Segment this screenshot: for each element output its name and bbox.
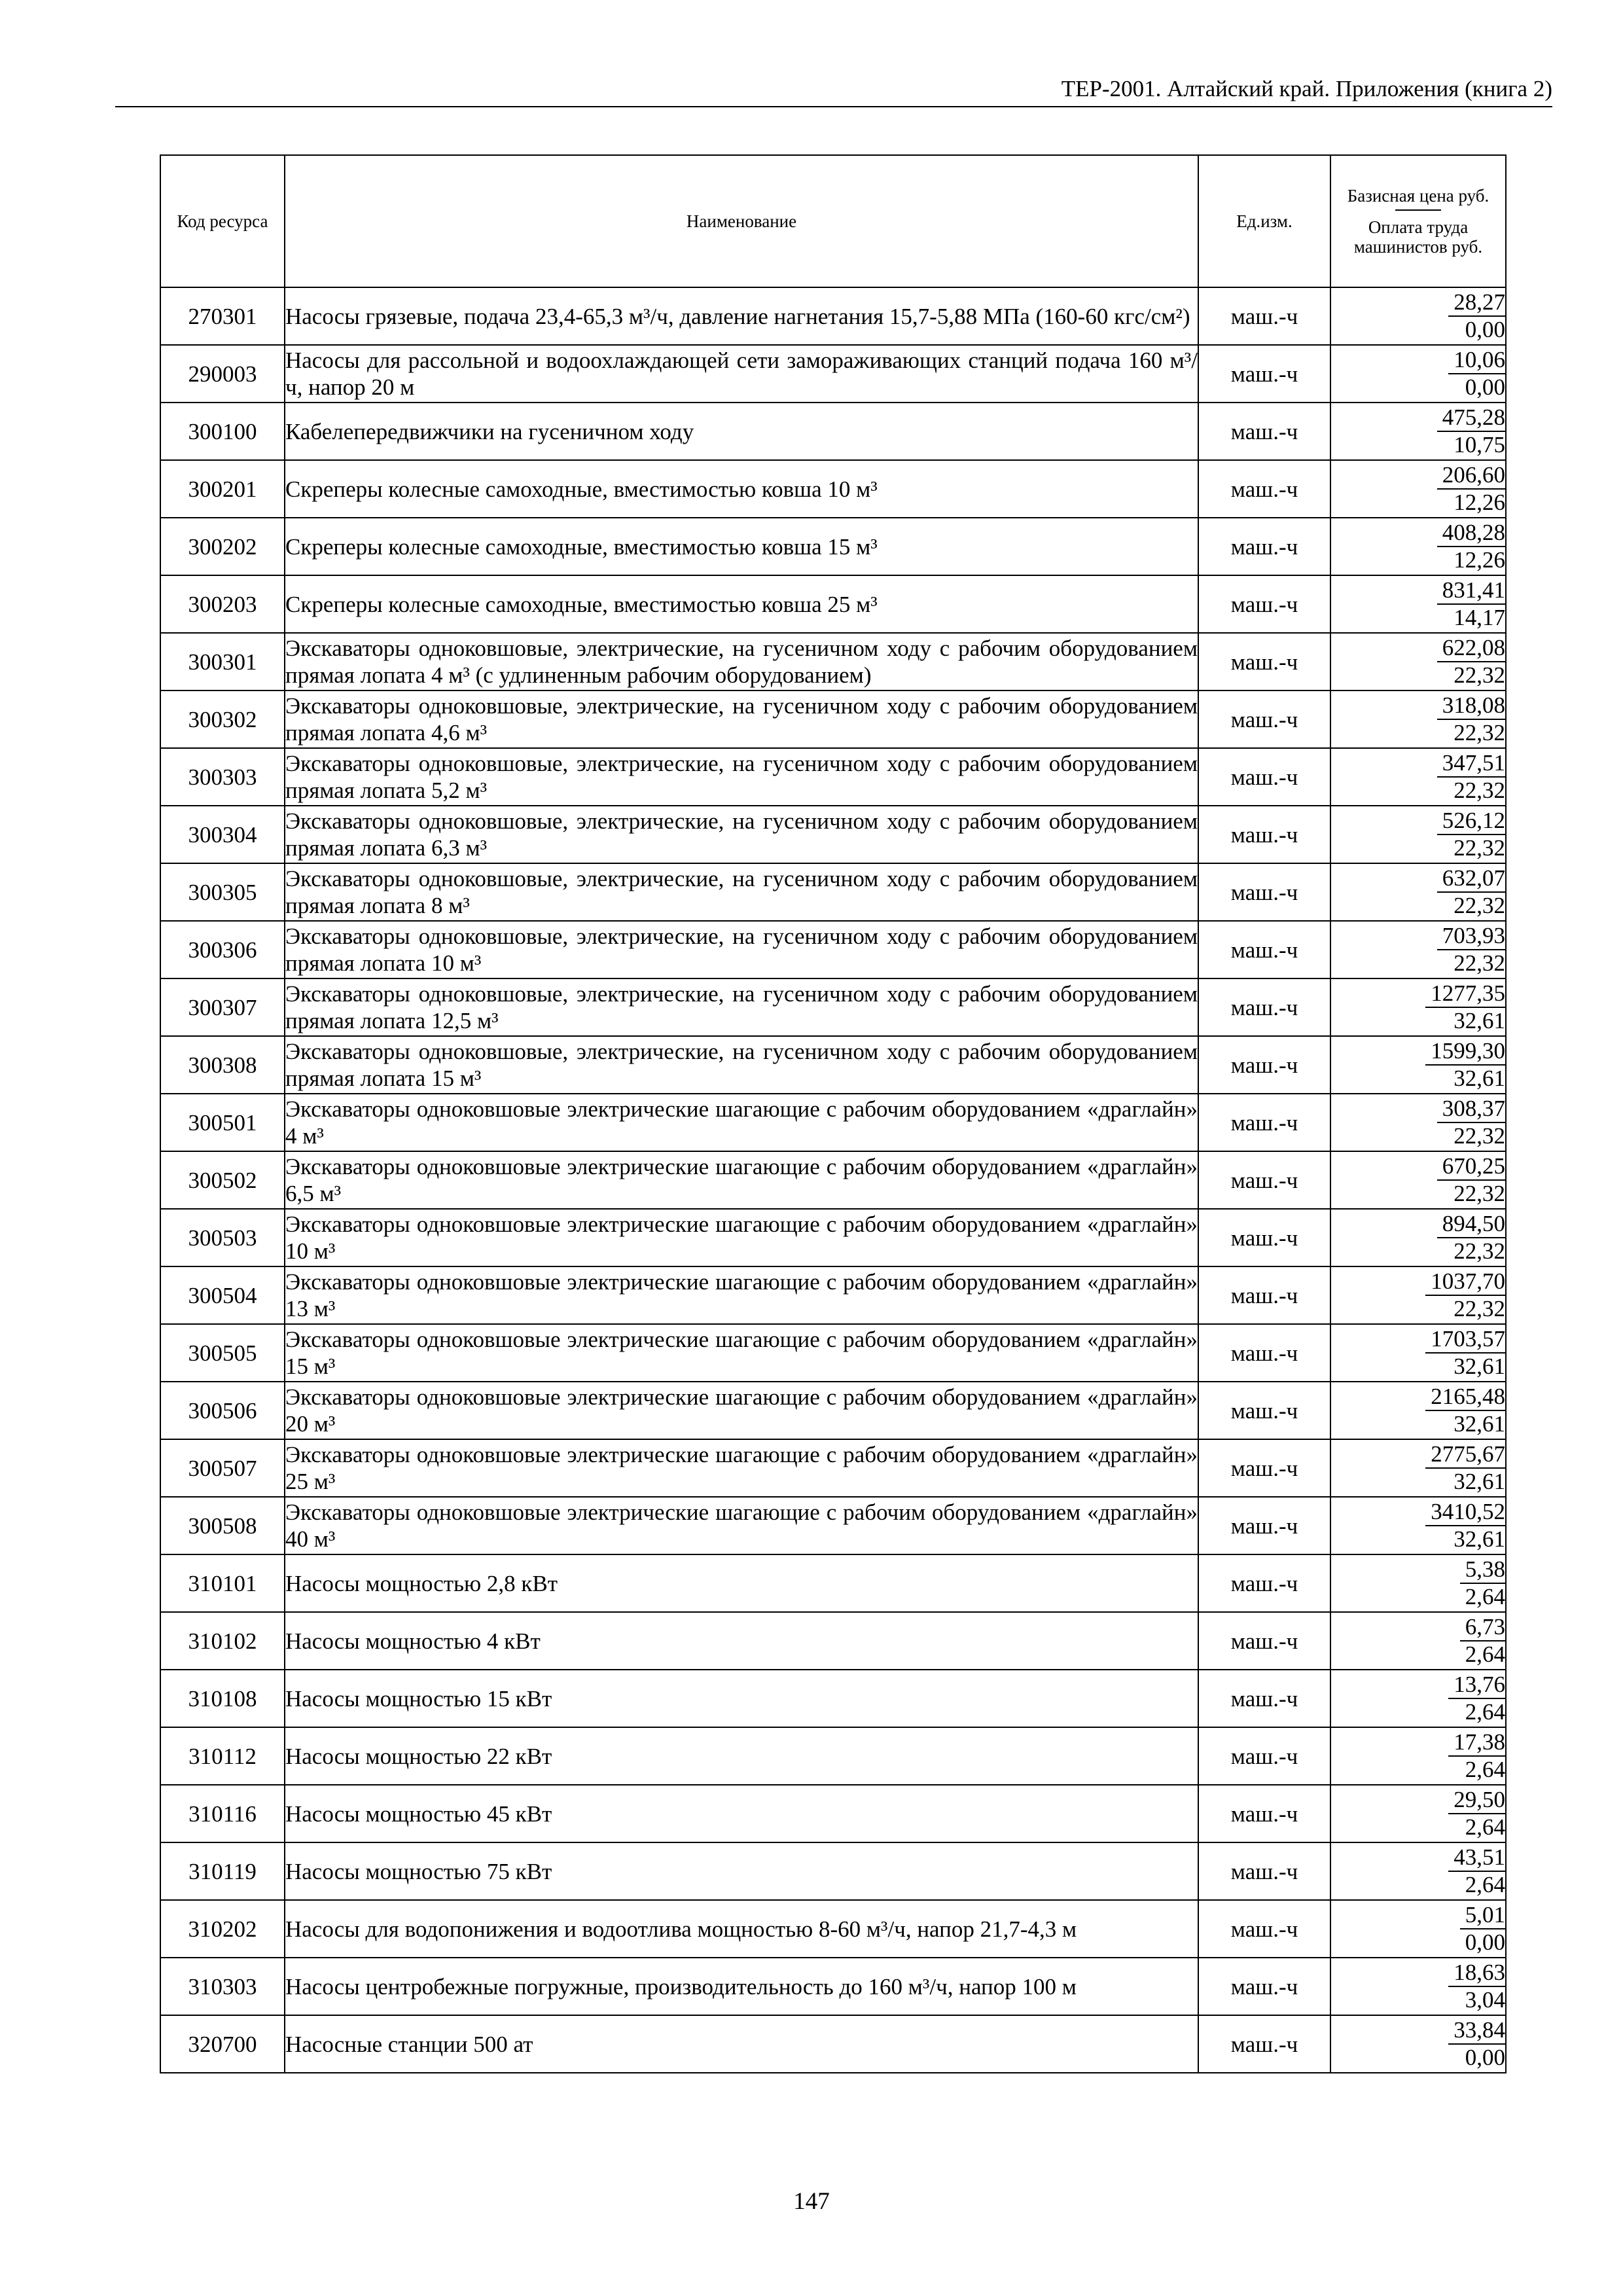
base-price: 703,93	[1437, 923, 1505, 950]
resource-table	[160, 154, 1507, 2073]
base-price: 2775,67	[1425, 1441, 1505, 1469]
table-row	[160, 1036, 1506, 1094]
resource-unit: маш.-ч	[1198, 1439, 1330, 1497]
table-row	[160, 1900, 1506, 1958]
resource-name: Экскаваторы одноковшовые электрические шагающие с рабочим оборудованием «драглайн» 40 м³	[285, 1497, 1198, 1554]
table-row	[160, 287, 1506, 345]
base-price: 894,50	[1437, 1211, 1505, 1238]
resource-unit: маш.-ч	[1198, 1727, 1330, 1785]
base-price: 408,28	[1437, 520, 1505, 547]
operator-pay: 2,64	[1465, 1641, 1505, 1667]
base-price: 1277,35	[1425, 980, 1505, 1008]
operator-pay: 32,61	[1454, 1354, 1505, 1379]
resource-code: 300501	[160, 1094, 285, 1151]
resource-unit: маш.-ч	[1198, 1554, 1330, 1612]
table-row	[160, 1497, 1506, 1554]
resource-price	[1330, 1958, 1506, 2015]
resource-code: 300100	[160, 403, 285, 460]
resource-code: 300505	[160, 1324, 285, 1382]
resource-price	[1330, 863, 1506, 921]
table-row	[160, 518, 1506, 575]
base-price: 1703,57	[1425, 1326, 1505, 1354]
operator-pay: 2,64	[1465, 1757, 1505, 1782]
resource-name: Насосы для рассольной и водоохлаждающей сети замораживающих станций подача 160 м³/ч, напор 20 м	[285, 345, 1198, 403]
resource-code: 310108	[160, 1670, 285, 1727]
resource-unit: маш.-ч	[1198, 1497, 1330, 1554]
resource-unit: маш.-ч	[1198, 748, 1330, 806]
base-price: 5,01	[1460, 1902, 1505, 1929]
operator-pay: 32,61	[1454, 1411, 1505, 1437]
resource-name: Экскаваторы одноковшовые, электрические, на гусеничном ходу с рабочим оборудованием прямая лопата 15 м³	[285, 1036, 1198, 1094]
resource-name: Экскаваторы одноковшовые, электрические, на гусеничном ходу с рабочим оборудованием прямая лопата 4,6 м³	[285, 691, 1198, 748]
resource-name: Экскаваторы одноковшовые, электрические, на гусеничном ходу с рабочим оборудованием прямая лопата 12,5 м³	[285, 978, 1198, 1036]
col-header-unit: Ед.изм.	[1198, 155, 1330, 287]
resource-code: 310102	[160, 1612, 285, 1670]
operator-pay: 10,75	[1454, 432, 1505, 457]
operator-pay: 22,32	[1454, 1123, 1505, 1149]
table-row	[160, 1785, 1506, 1842]
resource-code: 300203	[160, 575, 285, 633]
base-price: 5,38	[1460, 1556, 1505, 1584]
operator-pay: 22,32	[1454, 662, 1505, 688]
resource-price	[1330, 287, 1506, 345]
resource-unit: маш.-ч	[1198, 1900, 1330, 1958]
operator-pay: 2,64	[1465, 1584, 1505, 1609]
col-header-price	[1330, 155, 1506, 287]
resource-code: 300201	[160, 460, 285, 518]
resource-code: 310303	[160, 1958, 285, 2015]
resource-code: 300303	[160, 748, 285, 806]
operator-pay: 2,64	[1465, 1699, 1505, 1725]
resource-name: Насосы мощностью 15 кВт	[285, 1670, 1198, 1727]
base-price: 28,27	[1448, 289, 1505, 317]
table-row	[160, 1842, 1506, 1900]
operator-pay: 0,00	[1465, 1929, 1505, 1955]
resource-price	[1330, 518, 1506, 575]
resource-price	[1330, 460, 1506, 518]
resource-price	[1330, 691, 1506, 748]
resource-price	[1330, 1151, 1506, 1209]
table-row	[160, 1382, 1506, 1439]
base-price: 831,41	[1437, 577, 1505, 605]
base-price: 475,28	[1437, 404, 1505, 432]
table-row	[160, 1958, 1506, 2015]
table-row	[160, 1439, 1506, 1497]
table-row	[160, 921, 1506, 978]
resource-unit: маш.-ч	[1198, 633, 1330, 691]
header-title: ТЕР-2001. Алтайский край. Приложения (книга 2)	[1061, 76, 1552, 101]
base-price: 10,06	[1448, 347, 1505, 374]
resource-code: 300305	[160, 863, 285, 921]
base-price: 526,12	[1437, 808, 1505, 835]
base-price: 29,50	[1448, 1787, 1505, 1814]
operator-pay: 0,00	[1465, 2045, 1505, 2070]
resource-name: Скреперы колесные самоходные, вместимостью ковша 25 м³	[285, 575, 1198, 633]
resource-code: 310202	[160, 1900, 285, 1958]
operator-pay: 22,32	[1454, 1296, 1505, 1321]
resource-unit: маш.-ч	[1198, 1842, 1330, 1900]
resource-name: Экскаваторы одноковшовые электрические шагающие с рабочим оборудованием «драглайн» 15 м³	[285, 1324, 1198, 1382]
operator-pay: 22,32	[1454, 1238, 1505, 1264]
operator-pay: 32,61	[1454, 1008, 1505, 1033]
base-price: 43,51	[1448, 1844, 1505, 1872]
operator-pay: 32,61	[1454, 1066, 1505, 1091]
resource-price	[1330, 1727, 1506, 1785]
resource-name: Насосные станции 500 ат	[285, 2015, 1198, 2073]
resource-name: Насосы мощностью 4 кВт	[285, 1612, 1198, 1670]
resource-unit: маш.-ч	[1198, 806, 1330, 863]
base-price: 206,60	[1437, 462, 1505, 490]
base-price: 632,07	[1437, 865, 1505, 893]
table-row	[160, 1554, 1506, 1612]
base-price: 18,63	[1448, 1960, 1505, 1987]
resource-code: 310101	[160, 1554, 285, 1612]
resource-code: 300301	[160, 633, 285, 691]
resource-code: 270301	[160, 287, 285, 345]
resource-code: 300308	[160, 1036, 285, 1094]
resource-unit: маш.-ч	[1198, 403, 1330, 460]
resource-unit: маш.-ч	[1198, 1266, 1330, 1324]
table-row	[160, 1727, 1506, 1785]
operator-pay: 2,64	[1465, 1872, 1505, 1897]
table-row	[160, 345, 1506, 403]
base-price: 318,08	[1437, 692, 1505, 720]
resource-price	[1330, 345, 1506, 403]
resource-unit: маш.-ч	[1198, 1151, 1330, 1209]
resource-code: 310112	[160, 1727, 285, 1785]
resource-unit: маш.-ч	[1198, 460, 1330, 518]
resource-price	[1330, 1612, 1506, 1670]
resource-name: Экскаваторы одноковшовые, электрические, на гусеничном ходу с рабочим оборудованием прямая лопата 10 м³	[285, 921, 1198, 978]
resource-price	[1330, 2015, 1506, 2073]
operator-pay: 12,26	[1454, 547, 1505, 573]
resource-name: Экскаваторы одноковшовые, электрические, на гусеничном ходу с рабочим оборудованием прямая лопата 6,3 м³	[285, 806, 1198, 863]
resource-name: Насосы центробежные погружные, производительность до 160 м³/ч, напор 100 м	[285, 1958, 1198, 2015]
resource-name: Насосы мощностью 75 кВт	[285, 1842, 1198, 1900]
resource-name: Экскаваторы одноковшовые электрические шагающие с рабочим оборудованием «драглайн» 25 м³	[285, 1439, 1198, 1497]
resource-name: Экскаваторы одноковшовые, электрические, на гусеничном ходу с рабочим оборудованием прямая лопата 4 м³ (с удлиненным рабочим оборудованием)	[285, 633, 1198, 691]
base-price: 347,51	[1437, 750, 1505, 778]
operator-pay: 22,32	[1454, 835, 1505, 861]
resource-code: 300307	[160, 978, 285, 1036]
resource-code: 300503	[160, 1209, 285, 1266]
resource-unit: маш.-ч	[1198, 1670, 1330, 1727]
table-row	[160, 748, 1506, 806]
table-row	[160, 1670, 1506, 1727]
operator-pay: 3,04	[1465, 1987, 1505, 2013]
table-row	[160, 1612, 1506, 1670]
resource-name: Насосы грязевые, подача 23,4-65,3 м³/ч, давление нагнетания 15,7-5,88 МПа (160-60 кгс/см²)	[285, 287, 1198, 345]
table-row	[160, 691, 1506, 748]
resource-price	[1330, 978, 1506, 1036]
resource-price	[1330, 921, 1506, 978]
resource-price	[1330, 1209, 1506, 1266]
table-row	[160, 1209, 1506, 1266]
resource-name: Кабелепередвижчики на гусеничном ходу	[285, 403, 1198, 460]
resource-unit: маш.-ч	[1198, 575, 1330, 633]
header-fraction-line	[1395, 209, 1441, 211]
resource-name: Экскаваторы одноковшовые, электрические, на гусеничном ходу с рабочим оборудованием прямая лопата 8 м³	[285, 863, 1198, 921]
table-row	[160, 1266, 1506, 1324]
operator-pay: 32,61	[1454, 1526, 1505, 1552]
resource-unit: маш.-ч	[1198, 1612, 1330, 1670]
operator-pay: 12,26	[1454, 490, 1505, 515]
resource-name: Экскаваторы одноковшовые электрические шагающие с рабочим оборудованием «драглайн» 20 м³	[285, 1382, 1198, 1439]
resource-price	[1330, 1497, 1506, 1554]
operator-pay: 22,32	[1454, 720, 1505, 745]
table-row	[160, 1324, 1506, 1382]
resource-name: Экскаваторы одноковшовые электрические шагающие с рабочим оборудованием «драглайн» 10 м³	[285, 1209, 1198, 1266]
resource-price	[1330, 806, 1506, 863]
resource-price	[1330, 1094, 1506, 1151]
resource-price	[1330, 1439, 1506, 1497]
base-price: 2165,48	[1425, 1384, 1505, 1411]
resource-name: Насосы для водопонижения и водоотлива мощностью 8-60 м³/ч, напор 21,7-4,3 м	[285, 1900, 1198, 1958]
table-row	[160, 1094, 1506, 1151]
resource-name: Экскаваторы одноковшовые электрические шагающие с рабочим оборудованием «драглайн» 13 м³	[285, 1266, 1198, 1324]
resource-code: 300506	[160, 1382, 285, 1439]
table-header-row	[160, 155, 1506, 287]
resource-price	[1330, 1382, 1506, 1439]
base-price: 1037,70	[1425, 1268, 1505, 1296]
col-header-base-price: Базисная цена руб.	[1347, 186, 1489, 206]
table-row	[160, 806, 1506, 863]
resource-unit: маш.-ч	[1198, 2015, 1330, 2073]
resource-name: Насосы мощностью 22 кВт	[285, 1727, 1198, 1785]
resource-unit: маш.-ч	[1198, 287, 1330, 345]
operator-pay: 22,32	[1454, 778, 1505, 803]
operator-pay: 22,32	[1454, 893, 1505, 918]
table-row	[160, 575, 1506, 633]
resource-code: 300306	[160, 921, 285, 978]
resource-price	[1330, 575, 1506, 633]
resource-unit: маш.-ч	[1198, 1094, 1330, 1151]
resource-price	[1330, 633, 1506, 691]
resource-name: Насосы мощностью 2,8 кВт	[285, 1554, 1198, 1612]
base-price: 17,38	[1448, 1729, 1505, 1757]
resource-code: 300304	[160, 806, 285, 863]
resource-code: 300507	[160, 1439, 285, 1497]
base-price: 33,84	[1448, 2017, 1505, 2045]
operator-pay: 22,32	[1454, 950, 1505, 976]
resource-price	[1330, 1266, 1506, 1324]
resource-unit: маш.-ч	[1198, 1958, 1330, 2015]
resource-code: 320700	[160, 2015, 285, 2073]
running-header	[115, 73, 1552, 107]
resource-code: 300508	[160, 1497, 285, 1554]
resource-price	[1330, 1670, 1506, 1727]
resource-price	[1330, 748, 1506, 806]
resource-unit: маш.-ч	[1198, 1036, 1330, 1094]
resource-unit: маш.-ч	[1198, 863, 1330, 921]
resource-name: Экскаваторы одноковшовые электрические шагающие с рабочим оборудованием «драглайн» 6,5 м³	[285, 1151, 1198, 1209]
operator-pay: 2,64	[1465, 1814, 1505, 1840]
resource-name: Экскаваторы одноковшовые электрические шагающие с рабочим оборудованием «драглайн» 4 м³	[285, 1094, 1198, 1151]
page-number: 147	[793, 2188, 830, 2215]
resource-price	[1330, 1324, 1506, 1382]
col-header-operator-pay: Оплата труда машинистов руб.	[1353, 217, 1483, 257]
resource-unit: маш.-ч	[1198, 345, 1330, 403]
resource-price	[1330, 1900, 1506, 1958]
base-price: 622,08	[1437, 635, 1505, 662]
resource-code: 310119	[160, 1842, 285, 1900]
resource-unit: маш.-ч	[1198, 691, 1330, 748]
base-price: 6,73	[1460, 1614, 1505, 1641]
table-row	[160, 460, 1506, 518]
resource-price	[1330, 1842, 1506, 1900]
col-header-name: Наименование	[285, 155, 1198, 287]
resource-code: 290003	[160, 345, 285, 403]
table-row	[160, 863, 1506, 921]
resource-unit: маш.-ч	[1198, 1382, 1330, 1439]
resource-name: Насосы мощностью 45 кВт	[285, 1785, 1198, 1842]
resource-name: Экскаваторы одноковшовые, электрические, на гусеничном ходу с рабочим оборудованием прямая лопата 5,2 м³	[285, 748, 1198, 806]
operator-pay: 0,00	[1465, 317, 1505, 342]
base-price: 3410,52	[1425, 1499, 1505, 1526]
resource-name: Скреперы колесные самоходные, вместимостью ковша 10 м³	[285, 460, 1198, 518]
base-price: 13,76	[1448, 1672, 1505, 1699]
resource-unit: маш.-ч	[1198, 1785, 1330, 1842]
table-row	[160, 2015, 1506, 2073]
operator-pay: 32,61	[1454, 1469, 1505, 1494]
table-row	[160, 978, 1506, 1036]
resource-code: 310116	[160, 1785, 285, 1842]
base-price: 670,25	[1437, 1153, 1505, 1181]
resource-price	[1330, 1554, 1506, 1612]
operator-pay: 0,00	[1465, 374, 1505, 400]
resource-unit: маш.-ч	[1198, 978, 1330, 1036]
resource-price	[1330, 1785, 1506, 1842]
resource-unit: маш.-ч	[1198, 518, 1330, 575]
resource-price	[1330, 1036, 1506, 1094]
base-price: 1599,30	[1425, 1038, 1505, 1066]
resource-name: Скреперы колесные самоходные, вместимостью ковша 15 м³	[285, 518, 1198, 575]
table-row	[160, 403, 1506, 460]
base-price: 308,37	[1437, 1096, 1505, 1123]
resource-code: 300202	[160, 518, 285, 575]
resource-code: 300504	[160, 1266, 285, 1324]
resource-unit: маш.-ч	[1198, 1209, 1330, 1266]
col-header-code: Код ресурса	[160, 155, 285, 287]
table-row	[160, 1151, 1506, 1209]
operator-pay: 14,17	[1454, 605, 1505, 630]
resource-unit: маш.-ч	[1198, 1324, 1330, 1382]
resource-code: 300302	[160, 691, 285, 748]
resource-unit: маш.-ч	[1198, 921, 1330, 978]
operator-pay: 22,32	[1454, 1181, 1505, 1206]
resource-price	[1330, 403, 1506, 460]
resource-code: 300502	[160, 1151, 285, 1209]
table-row	[160, 633, 1506, 691]
